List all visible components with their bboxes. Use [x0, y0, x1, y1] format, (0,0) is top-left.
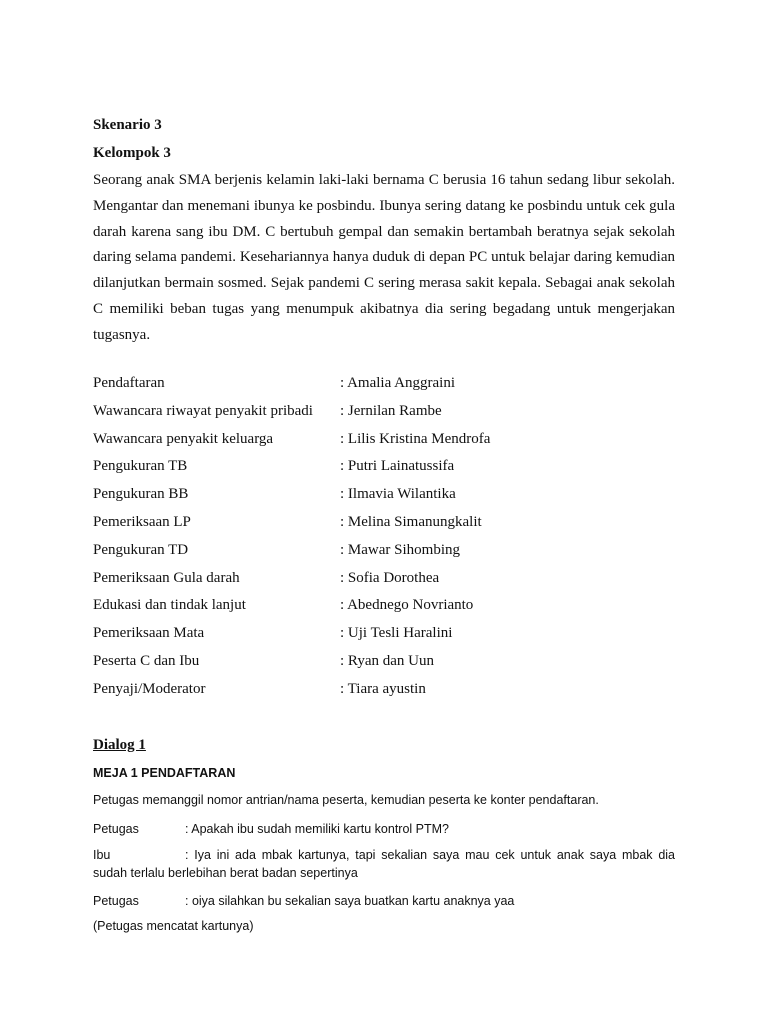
- role-roster: [93, 372, 675, 706]
- dialog-line: [93, 820, 675, 838]
- dialog-text: : Apakah ibu sudah memiliki kartu kontrol PTM?: [185, 822, 450, 836]
- dialog-text: : oiya silahkan bu sekalian saya buatkan kartu anaknya yaa: [185, 894, 515, 908]
- roster-role: Pengukuran BB: [93, 486, 189, 503]
- roster-role: Wawancara riwayat penyakit pribadi: [93, 402, 313, 419]
- roster-row: [93, 428, 675, 456]
- dialog-line: [93, 846, 675, 882]
- roster-role: Wawancara penyakit keluarga: [93, 430, 274, 447]
- roster-row: [93, 567, 675, 595]
- roster-row: [93, 483, 675, 511]
- dialog-text: : Iya ini ada mbak kartunya, tapi sekalian saya mau cek untuk anak saya mbak dia sudah terlalu berlebihan berat badan sepertinya: [93, 848, 675, 880]
- dialog-line: [93, 892, 675, 910]
- roster-role: Pemeriksaan Gula darah: [93, 569, 240, 586]
- scenario-paragraph: Seorang anak SMA berjenis kelamin laki-laki bernama C berusia 16 tahun sedang libur sekolah. Mengantar dan menemani ibunya ke posbindu. Ibunya sering datang ke posbindu untuk cek gula darah karena sang ibu DM. C bertubuh gempal dan semakin bertambah beratnya sejak sekolah daring selama pandemi. Kesehariannya hanya duduk di depan PC untuk belajar daring kemudian dilanjutkan bermain sosmed. Sejak pandemi C sering merasa sakit kepala. Sebagai anak sekolah C memiliki beban tugas yang menumpuk akibatnya dia sering begadang untuk mengerjakan tugasnya.: [93, 172, 675, 343]
- roster-row: [93, 400, 675, 428]
- dialog-speaker: Ibu: [93, 848, 111, 862]
- roster-name: : Putri Lainatussifa: [340, 458, 455, 475]
- roster-name: : Ryan dan Uun: [340, 652, 434, 669]
- roster-role: Pengukuran TD: [93, 541, 189, 558]
- roster-name: : Jernilan Rambe: [340, 402, 442, 419]
- roster-row: [93, 455, 675, 483]
- roster-role: Pengukuran TB: [93, 458, 188, 475]
- dialog-speaker: Petugas: [93, 822, 139, 836]
- roster-name: : Ilmavia Wilantika: [340, 486, 456, 503]
- roster-name: : Abednego Novrianto: [340, 597, 474, 614]
- dialog-speaker: Petugas: [93, 894, 139, 908]
- roster-row: [93, 539, 675, 567]
- roster-name: : Uji Tesli Haralini: [340, 625, 453, 642]
- roster-name: : Lilis Kristina Mendrofa: [340, 430, 491, 447]
- section-title: MEJA 1 PENDAFTARAN: [93, 766, 236, 780]
- roster-role: Penyaji/Moderator: [93, 680, 206, 697]
- scenario-title: Skenario 3: [93, 117, 162, 133]
- roster-role: Pendaftaran: [93, 375, 165, 391]
- roster-role: Pemeriksaan LP: [93, 513, 191, 530]
- roster-row: [93, 650, 675, 678]
- roster-row: [93, 372, 675, 400]
- narration-text: Petugas memanggil nomor antrian/nama peserta, kemudian peserta ke konter pendaftaran.: [93, 793, 599, 807]
- roster-row: [93, 622, 675, 650]
- roster-role: Edukasi dan tindak lanjut: [93, 597, 246, 614]
- roster-name: : Sofia Dorothea: [340, 569, 440, 586]
- roster-role: Peserta C dan Ibu: [93, 652, 200, 669]
- roster-row: [93, 511, 675, 539]
- roster-name: : Mawar Sihombing: [340, 541, 460, 558]
- roster-row: [93, 594, 675, 622]
- roster-role: Pemeriksaan Mata: [93, 625, 205, 642]
- group-title: Kelompok 3: [93, 145, 171, 161]
- dialog-title: Dialog 1: [93, 737, 146, 753]
- roster-row: [93, 678, 675, 706]
- roster-name: : Melina Simanungkalit: [340, 513, 482, 530]
- stage-note: (Petugas mencatat kartunya): [93, 919, 254, 933]
- roster-name: : Amalia Anggraini: [340, 375, 455, 391]
- roster-name: : Tiara ayustin: [340, 680, 426, 697]
